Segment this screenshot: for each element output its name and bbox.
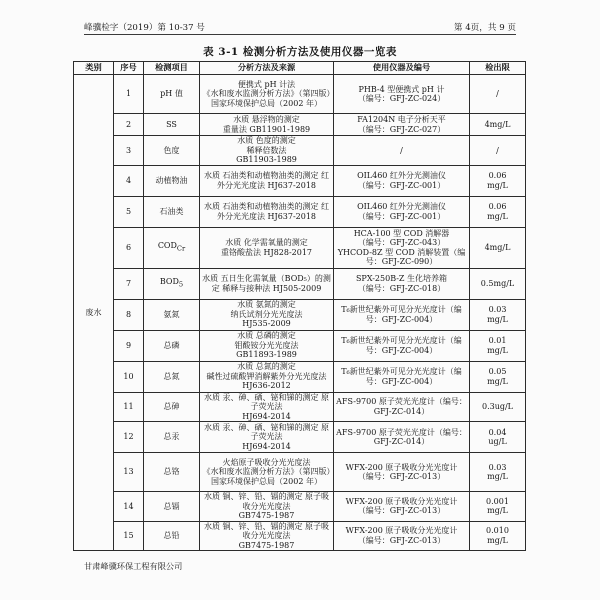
table-row — [74, 521, 526, 551]
detection-limit-cell-text: 0.04 ug/L — [488, 427, 507, 446]
col-header-instrument: 使用仪器及编号 — [334, 62, 470, 75]
method-cell — [200, 492, 334, 522]
table-row — [74, 114, 526, 136]
test-item-cell-text: COD — [157, 240, 177, 250]
table-row — [74, 136, 526, 166]
row-number-cell-text: 1 — [125, 89, 132, 99]
detection-limit-cell-text: 0.001 mg/L — [486, 496, 509, 516]
instrument-cell — [334, 114, 470, 136]
instrument-cell — [334, 361, 470, 392]
row-number-cell-text: 2 — [125, 119, 132, 129]
test-item-cell — [144, 453, 200, 492]
row-number-cell — [114, 227, 144, 268]
detection-limit-cell-text: 4mg/L — [484, 242, 511, 252]
detection-limit-cell-text: / — [496, 89, 499, 99]
detection-limit-cell-text: 0.01 mg/L — [487, 336, 508, 355]
col-header-method: 分析方法及来源 — [200, 62, 334, 75]
detection-limit-cell-text: 0.010 mg/L — [486, 526, 509, 545]
detection-limit-cell-text: 0.05 mg/L — [487, 367, 508, 386]
row-number-cell — [114, 361, 144, 392]
row-number-cell — [114, 165, 144, 196]
method-cell — [200, 330, 334, 361]
row-number-cell — [114, 492, 144, 522]
row-number-cell — [114, 453, 144, 492]
test-item-cell — [144, 422, 200, 453]
instrument-cell-text: AFS-9700 原子荧光光度计（编号：GFJ-ZC-014） — [336, 397, 467, 416]
table-header-row — [74, 62, 526, 75]
detection-limit-cell — [470, 75, 526, 114]
row-number-cell-text: 3 — [125, 145, 132, 155]
test-item-cell-text: 氨氮 — [163, 309, 180, 319]
row-number-cell — [114, 521, 144, 551]
instrument-cell — [334, 75, 470, 114]
method-cell-text: 便携式 pH 计法 《水和废水监测分析方法》（第四版）国家环境保护总局（2002 年） — [202, 79, 331, 108]
test-item-cell-text: pH 值 — [160, 89, 183, 99]
detection-limit-cell — [470, 492, 526, 522]
test-item-cell-text: SS — [166, 119, 177, 129]
instrument-cell-text: AFS-9700 原子荧光光度计（编号：GFJ-ZC-014） — [336, 427, 467, 446]
detection-limit-cell-text: 0.3ug/L — [481, 402, 513, 411]
row-number-cell — [114, 196, 144, 227]
instrument-cell-text: WFX-200 原子吸收分光光度计 （编号：GFJ-ZC-013） — [345, 462, 458, 481]
test-item-cell-text: 总汞 — [163, 432, 180, 442]
instrument-cell-text: HCA-100 型 COD 消解器 （编号：GFJ-ZC-043） YHCOD-8Z 型 COD 消解装置（编号：GFJ-ZC-090） — [337, 228, 466, 266]
detection-limit-cell — [470, 392, 526, 422]
instrument-cell — [334, 268, 470, 299]
row-number-cell — [114, 268, 144, 299]
test-item-cell — [144, 361, 200, 392]
detection-limit-cell — [470, 165, 526, 196]
row-number-cell-text: 6 — [125, 242, 132, 252]
test-item-cell-text: BOD — [159, 276, 179, 286]
test-item-cell — [144, 136, 200, 166]
method-cell — [200, 165, 334, 196]
test-item-cell-text: 总磷 — [163, 340, 180, 350]
detection-limit-cell-text: / — [496, 145, 499, 155]
instrument-cell — [334, 453, 470, 492]
instrument-cell — [334, 227, 470, 268]
table-row — [74, 392, 526, 422]
table-row — [74, 165, 526, 196]
test-item-cell-text: 总铅 — [163, 531, 180, 540]
col-header-item: 检测项目 — [144, 62, 200, 75]
table-row — [74, 299, 526, 330]
detection-limit-cell — [470, 361, 526, 392]
detection-limit-cell — [470, 453, 526, 492]
method-cell — [200, 114, 334, 136]
detection-limit-cell — [470, 114, 526, 136]
row-number-cell-text: 11 — [123, 402, 134, 411]
page-header — [84, 12, 516, 35]
detection-limit-cell-text: 4mg/L — [484, 119, 511, 129]
instrument-cell-text: WFX-200 原子吸收分光光度计 （编号：GFJ-ZC-013） — [345, 496, 458, 516]
detection-limit-cell — [470, 330, 526, 361]
col-header-number: 序号 — [114, 62, 144, 75]
instrument-cell-text: FA1204N 电子分析天平 （编号：GFJ-ZC-027） — [357, 115, 446, 134]
method-cell-text: 水质 氨氮的测定 纳氏试剂分光光度法 HJ535-2009 — [230, 300, 303, 329]
detection-limit-cell — [470, 299, 526, 330]
test-item-cell — [144, 227, 200, 268]
method-cell-text: 火焰原子吸收分光光度法 《水和废水监测分析方法》（第四版）国家环境保护总局（2002 年） — [202, 457, 331, 486]
row-number-cell-text: 5 — [125, 206, 132, 216]
table-row — [74, 361, 526, 392]
method-cell-text: 水质 铜、锌、铅、镉的测定 原子吸收分光光度法 GB7475-1987 — [203, 492, 330, 520]
test-item-cell-text: 动植物油 — [155, 175, 188, 185]
method-cell — [200, 453, 334, 492]
test-item-cell — [144, 521, 200, 551]
test-item-cell — [144, 268, 200, 299]
test-item-cell — [144, 196, 200, 227]
method-cell-text: 水质 总磷的测定 钼酸铵分光光度法 GB11893-1989 — [234, 331, 299, 360]
detection-limit-cell-text: 0.03 mg/L — [487, 305, 508, 324]
page-indicator: 第 4页，共 9 页 — [453, 23, 516, 33]
row-number-cell-text: 9 — [125, 340, 132, 350]
instrument-cell-text: OIL460 红外分光测油仪 （编号：GFJ-ZC-001） — [357, 171, 446, 190]
detection-limit-cell — [470, 521, 526, 551]
row-number-cell-text: 12 — [123, 432, 134, 442]
method-cell — [200, 392, 334, 422]
instrument-cell — [334, 299, 470, 330]
test-item-cell-text: 总镉 — [163, 501, 180, 511]
test-item-cell-text: 总砷 — [163, 402, 180, 411]
test-item-cell — [144, 75, 200, 114]
company-footer: 甘肃峰骥环保工程有限公司 — [84, 561, 183, 571]
instrument-cell — [334, 422, 470, 453]
method-cell — [200, 422, 334, 453]
method-cell-text: 水质 石油类和动植物油类的测定 红外分光光度法 HJ637-2018 — [203, 202, 330, 221]
row-number-cell — [114, 392, 144, 422]
test-item-subscript: Cr — [176, 244, 186, 253]
row-number-cell — [114, 422, 144, 453]
instrument-cell-text: T₆新世纪紫外可见分光光度计（编号：GFJ-ZC-004） — [341, 367, 462, 386]
instrument-cell — [334, 521, 470, 551]
instrument-cell — [334, 136, 470, 166]
detection-limit-cell — [470, 136, 526, 166]
instrument-cell — [334, 392, 470, 422]
method-cell-text: 水质 五日生化需氧量（BOD₅）的测定 稀释与接种法 HJ505-2009 — [202, 274, 331, 293]
method-cell-text: 水质 铜、锌、铅、镉的测定 原子吸收分光光度法 GB7475-1987 — [203, 521, 330, 550]
table-row — [74, 196, 526, 227]
method-cell-text: 水质 石油类和动植物油类的测定 红外分光光度法 HJ637-2018 — [203, 171, 330, 190]
method-cell-text: 水质 化学需氧量的测定 重铬酸盐法 HJ828-2017 — [220, 238, 313, 257]
detection-limit-cell-text: 0.06 mg/L — [487, 202, 508, 221]
test-item-cell-text: 石油类 — [159, 206, 184, 216]
method-cell-text: 水质 汞、砷、硒、铋和锑的测定 原子荧光法 HJ694-2014 — [203, 422, 330, 451]
method-cell — [200, 268, 334, 299]
table-row — [74, 422, 526, 453]
instrument-cell-text: WFX-200 原子吸收分光光度计 （编号：GFJ-ZC-013） — [345, 526, 458, 545]
category-cell: 废水 — [74, 75, 114, 551]
row-number-cell-text: 4 — [125, 175, 132, 185]
table-row — [74, 453, 526, 492]
instrument-cell — [334, 196, 470, 227]
method-cell — [200, 75, 334, 114]
test-item-cell — [144, 330, 200, 361]
row-number-cell — [114, 136, 144, 166]
instrument-cell — [334, 492, 470, 522]
detection-limit-cell — [470, 268, 526, 299]
row-number-cell-text: 7 — [125, 278, 132, 288]
test-item-cell — [144, 299, 200, 330]
row-number-cell — [114, 114, 144, 136]
method-cell — [200, 227, 334, 268]
instrument-cell-text: OIL460 红外分光测油仪 （编号：GFJ-ZC-001） — [357, 202, 446, 221]
test-item-cell — [144, 165, 200, 196]
row-number-cell-text: 14 — [123, 501, 134, 511]
test-item-cell-text: 总氮 — [163, 371, 180, 381]
instrument-cell-text: SPX-250B-Z 生化培养箱 （编号：GFJ-ZC-018） — [355, 274, 448, 293]
table-row — [74, 227, 526, 268]
row-number-cell — [114, 330, 144, 361]
method-cell — [200, 196, 334, 227]
instrument-cell-text: T₆新世纪紫外可见分光光度计（编号：GFJ-ZC-004） — [341, 305, 462, 324]
method-cell-text: 水质 色度的测定 稀释倍数法 GB11903-1989 — [236, 136, 297, 164]
col-header-category: 类别 — [74, 62, 114, 75]
test-item-cell — [144, 492, 200, 522]
detection-limit-cell — [470, 196, 526, 227]
instrument-cell — [334, 330, 470, 361]
test-item-cell-text: 色度 — [163, 145, 180, 155]
method-cell — [200, 299, 334, 330]
row-number-cell-text: 15 — [123, 531, 134, 540]
row-number-cell-text: 10 — [123, 371, 134, 381]
col-header-limit: 检出限 — [470, 62, 526, 75]
instrument-cell-text: T₆新世纪紫外可见分光光度计（编号：GFJ-ZC-004） — [341, 336, 462, 355]
method-cell — [200, 521, 334, 551]
test-item-subscript: 5 — [178, 280, 184, 289]
method-cell-text: 水质 悬浮物的测定 重量法 GB11901-1989 — [222, 115, 311, 134]
detection-limit-cell — [470, 422, 526, 453]
instrument-cell-text: PHB-4 型便携式 pH 计 （编号：GFJ-ZC-024） — [357, 84, 446, 103]
row-number-cell-text: 13 — [123, 467, 134, 477]
row-number-cell — [114, 299, 144, 330]
table-row — [74, 75, 526, 114]
detection-limit-cell-text: 0.06 mg/L — [487, 171, 508, 190]
method-cell-text: 水质 汞、砷、硒、铋和锑的测定 原子荧光法 HJ694-2014 — [203, 392, 330, 421]
report-number: 峰骥检字（2019）第 10-37 号 — [84, 23, 205, 33]
test-item-cell-text: 总铬 — [163, 467, 180, 477]
row-number-cell-text: 8 — [125, 309, 132, 319]
row-number-cell — [114, 75, 144, 114]
table-row — [74, 492, 526, 522]
instrument-cell-text: / — [400, 145, 403, 155]
table-row — [74, 330, 526, 361]
instrument-cell — [334, 165, 470, 196]
method-table — [73, 61, 526, 551]
test-item-cell — [144, 392, 200, 422]
method-cell-text: 水质 总氮的测定 碱性过硫酸钾消解紫外分光光度法 HJ636-2012 — [206, 362, 327, 391]
detection-limit-cell — [470, 227, 526, 268]
detection-limit-cell-text: 0.5mg/L — [480, 278, 515, 288]
method-cell — [200, 136, 334, 166]
method-cell — [200, 361, 334, 392]
test-item-cell — [144, 114, 200, 136]
detection-limit-cell-text: 0.03 mg/L — [487, 462, 508, 481]
table-title: 表 3-1 检测分析方法及使用仪器一览表 — [203, 46, 397, 58]
table-row — [74, 268, 526, 299]
